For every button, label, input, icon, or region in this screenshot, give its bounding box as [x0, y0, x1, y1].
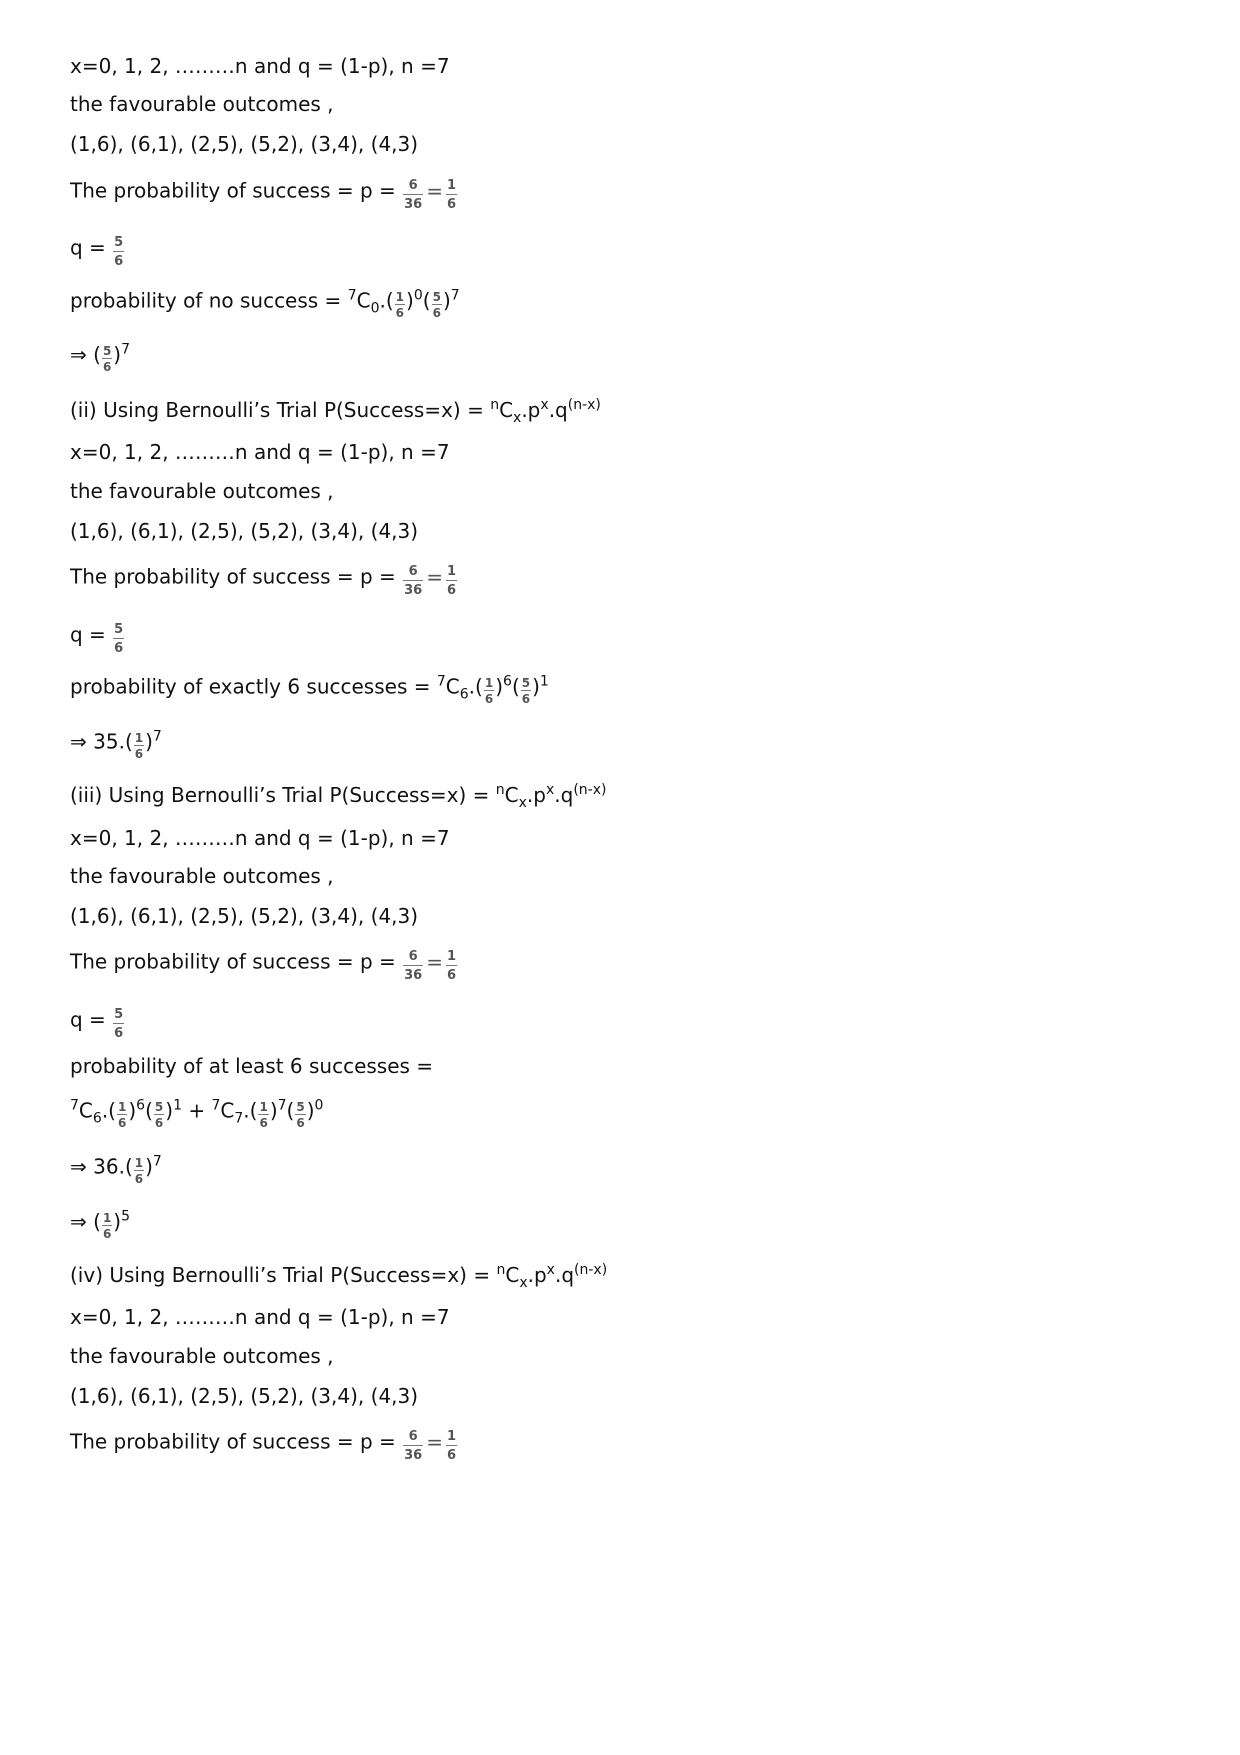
fraction-1-6: $\frac{1}{6}$ — [134, 731, 144, 761]
success-probability-line: The probability of success = p = $\frac{6}{36}$ = $\frac{1}{6}$ — [70, 178, 457, 212]
fraction-5-6: $\frac{5}{6}$ — [114, 622, 124, 656]
fraction-1-6: $\frac{1}{6}$ — [134, 1156, 144, 1186]
outcomes-list: (1,6), (6,1), (2,5), (5,2), (3,4), (4,3) — [70, 904, 419, 928]
fraction-5-6: $\frac{5}{6}$ — [102, 344, 112, 374]
fraction-5-6: $\frac{5}{6}$ — [114, 1007, 124, 1041]
fraction-5-6: $\frac{5}{6}$ — [114, 235, 124, 269]
fraction-5-6: $\frac{5}{6}$ — [154, 1100, 164, 1130]
success-probability-line: The probability of success = p = $\frac{6}{36}$ = $\frac{1}{6}$ — [70, 949, 457, 983]
success-probability-line: The probability of success = p = $\frac{6}{36}$ = $\frac{1}{6}$ — [70, 564, 457, 598]
favourable-heading: the favourable outcomes , — [70, 479, 334, 503]
part-iii-trial-line: (iii) Using Bernoulli’s Trial P(Success=x) = $^nC_x.p^x.q^{(n-x)}$ — [70, 782, 607, 811]
part-ii-trial-line: (ii) Using Bernoulli’s Trial P(Success=x) = $^nC_x.p^x.q^{(n-x)}$ — [70, 397, 601, 426]
exactly-six-result: ⇒ 35.( $\frac{1}{6}$ )$^7$ — [70, 728, 162, 761]
fraction-1-6: $\frac{1}{6}$ — [447, 178, 457, 212]
fraction-1-6: $\frac{1}{6}$ — [447, 949, 457, 983]
no-success-line: probability of no success = $^7C_0$.( $\frac{1}{6}$ )$^0$( $\frac{5}{6}$ )$^7$ — [70, 287, 460, 320]
params-line: x=0, 1, 2, ………n and q = (1-p), n =7 — [70, 826, 450, 850]
at-least-six-result-1: ⇒ 36.( $\frac{1}{6}$ )$^7$ — [70, 1153, 162, 1186]
fraction-1-6: $\frac{1}{6}$ — [259, 1100, 268, 1130]
no-success-result: ⇒ ( $\frac{5}{6}$ )$^7$ — [70, 341, 131, 374]
fraction-1-6: $\frac{1}{6}$ — [447, 564, 457, 598]
params-line: x=0, 1, 2, ………n and q = (1-p), n =7 — [70, 440, 450, 464]
fraction-1-6: $\frac{1}{6}$ — [117, 1100, 127, 1130]
outcomes-list: (1,6), (6,1), (2,5), (5,2), (3,4), (4,3) — [70, 519, 419, 543]
favourable-heading: the favourable outcomes , — [70, 92, 334, 116]
exactly-six-line: probability of exactly 6 successes = $^7C_6$.( $\frac{1}{6}$ )$^6$( $\frac{5}{6}$ )$^1$ — [70, 673, 549, 706]
fraction-1-6: $\frac{1}{6}$ — [484, 676, 494, 706]
fraction-6-36: $\frac{6}{36}$ — [404, 1429, 423, 1463]
fraction-5-6: $\frac{5}{6}$ — [521, 676, 531, 706]
q-value-line: q = $\frac{5}{6}$ — [70, 235, 124, 269]
fraction-1-6: $\frac{1}{6}$ — [447, 1429, 457, 1463]
fraction-1-6: $\frac{1}{6}$ — [395, 290, 405, 320]
q-value-line: q = $\frac{5}{6}$ — [70, 1007, 124, 1041]
at-least-six-label: probability of at least 6 successes = — [70, 1054, 434, 1078]
q-value-line: q = $\frac{5}{6}$ — [70, 622, 124, 656]
fraction-1-6: $\frac{1}{6}$ — [102, 1211, 112, 1241]
fraction-6-36: $\frac{6}{36}$ — [404, 949, 423, 983]
at-least-six-result-2: ⇒ ( $\frac{1}{6}$ )$^5$ — [70, 1208, 131, 1241]
favourable-heading: the favourable outcomes , — [70, 1344, 334, 1368]
at-least-six-expression: $^7C_6$.( $\frac{1}{6}$ )$^6$( $\frac{5}{6}$ )$^1 + ^7C_7$.( $\frac{1}{6}$ )$^7$( $\frac{5}{6}$ )$^0$ — [70, 1097, 324, 1130]
fraction-5-6: $\frac{5}{6}$ — [432, 290, 441, 320]
outcomes-list: (1,6), (6,1), (2,5), (5,2), (3,4), (4,3) — [70, 1384, 419, 1408]
fraction-5-6: $\frac{5}{6}$ — [296, 1100, 305, 1130]
params-line: x=0, 1, 2, ………n and q = (1-p), n =7 — [70, 54, 450, 78]
outcomes-list: (1,6), (6,1), (2,5), (5,2), (3,4), (4,3) — [70, 132, 419, 156]
success-probability-line: The probability of success = p = $\frac{6}{36}$ = $\frac{1}{6}$ — [70, 1429, 457, 1463]
params-line: x=0, 1, 2, ………n and q = (1-p), n =7 — [70, 1305, 450, 1329]
fraction-6-36: $\frac{6}{36}$ — [404, 564, 423, 598]
part-iv-trial-line: (iv) Using Bernoulli’s Trial P(Success=x) = $^nC_x.p^x.q^{(n-x)}$ — [70, 1262, 608, 1291]
favourable-heading: the favourable outcomes , — [70, 864, 334, 888]
fraction-6-36: $\frac{6}{36}$ — [404, 178, 423, 212]
